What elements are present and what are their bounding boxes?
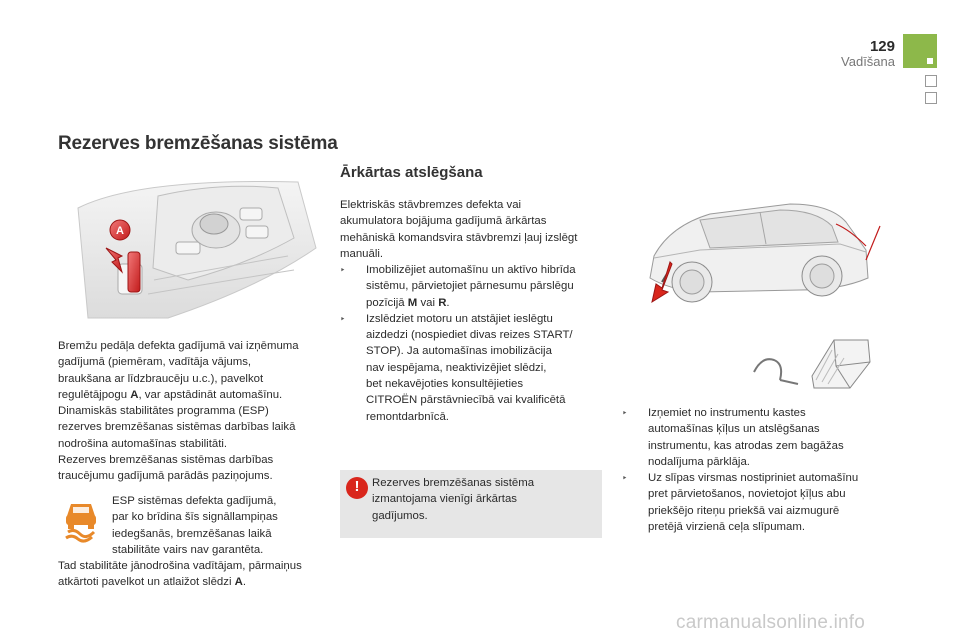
console-illustration	[58, 168, 318, 328]
nav-square-1[interactable]	[925, 75, 937, 87]
car-illustration	[640, 186, 880, 316]
middle-intro: Elektriskās stāvbremzes defekta vai akumulatora bojājuma gadījumā ārkārtas mehāniskā komandsvira stāvbremzi ļauj izslēgt manuāli.	[340, 199, 578, 260]
main-title: Rezerves bremzēšanas sistēma	[58, 133, 338, 154]
section-name: Vadīšana	[841, 54, 895, 69]
nav-square-2[interactable]	[925, 92, 937, 104]
list-item: ‣ Imobilizējiet automašīnu un aktīvo hibrīda sistēmu, pārvietojiet pārnesumu pārslēgu pozīcijā M vai R.	[340, 264, 576, 309]
bullet-icon: ‣	[622, 408, 628, 418]
callout-a: A	[116, 225, 124, 237]
list-item: ‣ Uz slīpas virsmas nostipriniet automašīnu pret pārvietošanos, novietojot ķīļus abu priekšējo riteņu priekšā vai aizmugurē pretējā virzienā ceļa slīpumam.	[622, 472, 859, 534]
left-paragraph-2: ESP sistēmas defekta gadījumā, par ko brīdina šīs signāllampiņas iedegšanās, bremzēšanas laikā stabilitāte vairs nav garantēta.	[112, 495, 278, 556]
watermark: carmanualsonline.info	[676, 612, 866, 633]
middle-bullets	[340, 262, 610, 425]
list-item: ‣ Izslēdziet motoru un atstājiet ieslēgtu aizdedzi (nospiediet divas reizes START/ STOP). Ja automašīnas imobilizācija nav iespējama, neaktivizējiet slēdzi, bet nekavējoties konsultējieties CITROËN pārstāvniecībā vai kvalificētā remontdarbnīcā.	[340, 312, 573, 423]
chapter-tab[interactable]	[903, 34, 937, 68]
bullet-icon: ‣	[340, 265, 346, 275]
bullet-icon: ‣	[622, 473, 628, 484]
list-item: ‣ Izņemiet no instrumentu kastes automašīnas ķīļus un atslēgšanas instrumentu, kas atrodas zem bagāžas nodalījuma pārklāja.	[622, 407, 844, 468]
esp-warning-icon	[62, 500, 100, 540]
warning-note	[340, 470, 602, 538]
section-subtitle: Ārkārtas atslēgšana	[340, 164, 483, 181]
right-bullets	[622, 405, 892, 535]
left-paragraph-2-cont: Tad stabilitāte jānodrošina vadītājam, pārmaiņus atkārtoti pavelkot un atlaižot slēdzi A.	[58, 560, 302, 589]
bullet-icon: ‣	[340, 313, 346, 324]
left-paragraph-1: Bremžu pedāļa defekta gadījumā vai izņēmuma gadījumā (piemēram, vadītāja vājums, braukšana ar līdzbraucēju u.c.), pavelkot regulētājpogu A, var apstādināt automašīnu. Dinamiskās stabilitātes programma (ESP) rezerves bremzēšanas sistēmas darbības laikā nodrošina automašīnas stabilitāti. Rezerves bremzēšanas sistēmas darbības traucējumu gadījumā parādās paziņojums.	[58, 340, 299, 483]
chocks-illustration	[750, 322, 890, 392]
warning-text: Rezerves bremzēšanas sistēma izmantojama vienīgi ārkārtas gadījumos.	[372, 477, 535, 522]
page-number: 129	[869, 38, 895, 55]
warning-icon: !	[346, 477, 368, 499]
